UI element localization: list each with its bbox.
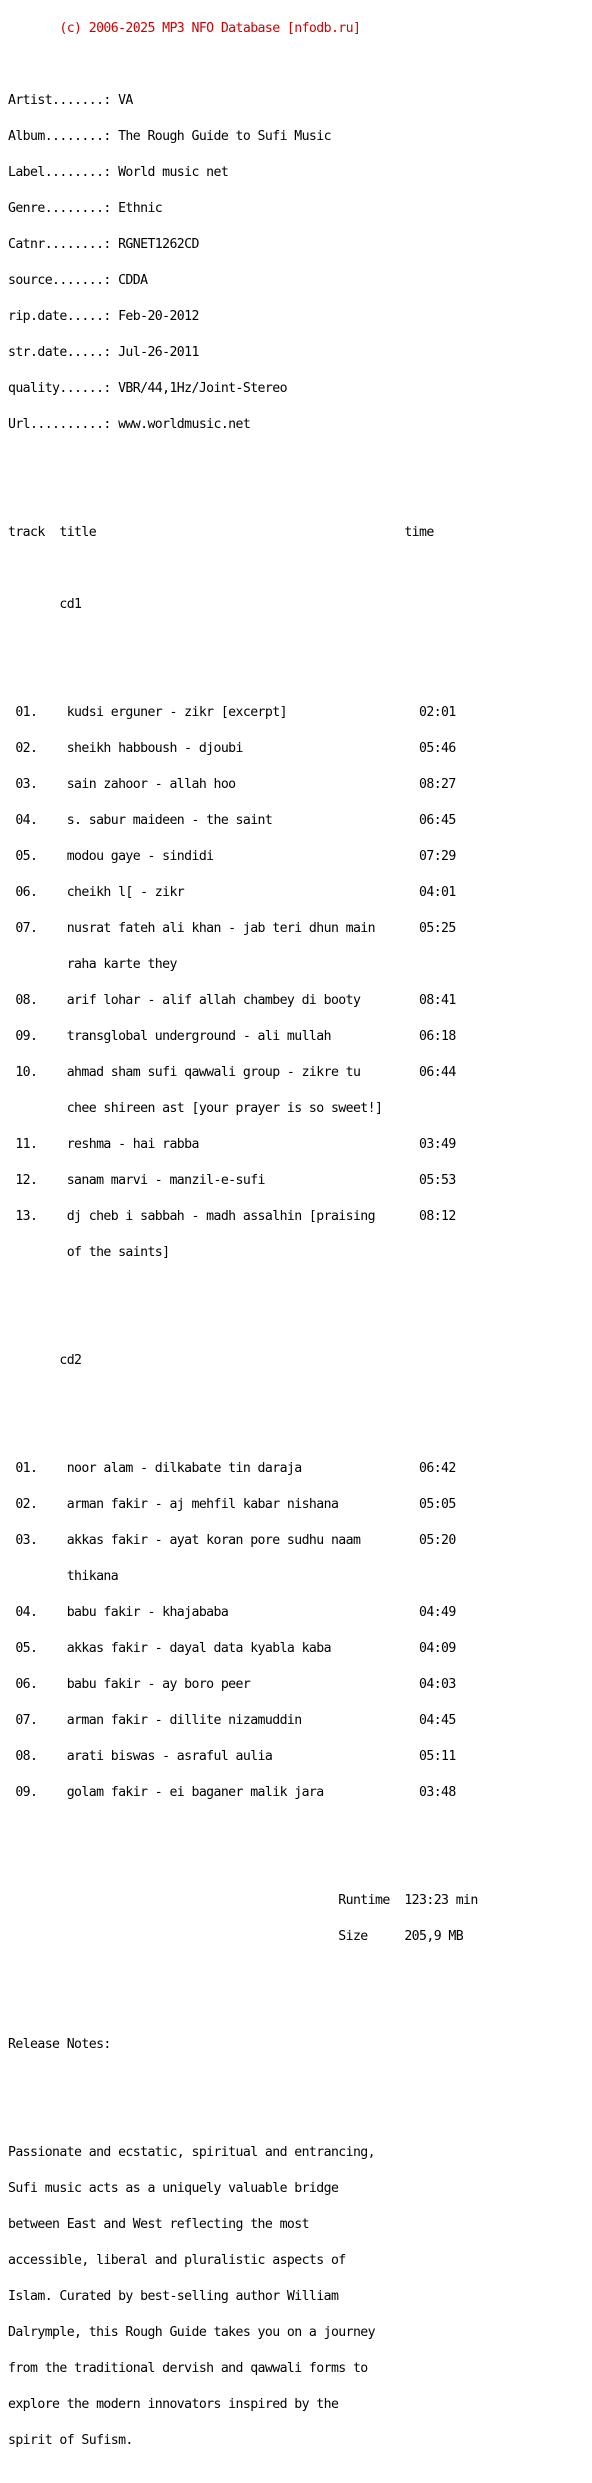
- info-catnr: Catnr........: RGNET1262CD: [8, 237, 199, 252]
- track-line: 02. arman fakir - aj mehfil kabar nishana 05:05: [8, 1497, 456, 1512]
- track-line: 05. akkas fakir - dayal data kyabla kaba 04:09: [8, 1641, 456, 1656]
- notes-line: accessible, liberal and pluralistic aspects of: [8, 2253, 346, 2268]
- track-line: 01. noor alam - dilkabate tin daraja 06:42: [8, 1461, 456, 1476]
- notes-line: from the traditional dervish and qawwali forms to: [8, 2361, 368, 2376]
- track-line: 06. babu fakir - ay boro peer 04:03: [8, 1677, 456, 1692]
- info-rip-date: rip.date.....: Feb-20-2012: [8, 309, 199, 324]
- notes-line: spirit of Sufism.: [8, 2433, 133, 2448]
- release-notes-title: Release Notes:: [8, 2037, 111, 2052]
- cd2-tracklist: [8, 1439, 478, 1823]
- info-label: Label........: World music net: [8, 165, 229, 180]
- info-source: source.......: CDDA: [8, 273, 148, 288]
- track-line: 04. s. sabur maideen - the saint 06:45: [8, 813, 456, 828]
- notes-line: explore the modern innovators inspired by the: [8, 2397, 339, 2412]
- track-line: 07. arman fakir - dillite nizamuddin 04:45: [8, 1713, 456, 1728]
- tracklist-header: track title time: [8, 525, 434, 540]
- info-quality: quality......: VBR/44,1Hz/Joint-Stereo: [8, 381, 287, 396]
- track-line: 09. golam fakir - ei baganer malik jara 03:48: [8, 1785, 456, 1800]
- track-line: 12. sanam marvi - manzil-e-sufi 05:53: [8, 1173, 456, 1188]
- track-line: of the saints]: [8, 1245, 170, 1260]
- spacer: [8, 2075, 478, 2087]
- cd2-label: cd2: [8, 1353, 82, 1368]
- track-line: chee shireen ast [your prayer is so sweet!]: [8, 1101, 383, 1116]
- spacer: [8, 563, 478, 575]
- spacer: [8, 491, 478, 503]
- spacer: [8, 635, 478, 647]
- spacer: [8, 1319, 478, 1331]
- spacer: [8, 2003, 478, 2015]
- spacer: [8, 1859, 478, 1871]
- track-line: 13. dj cheb i sabbah - madh assalhin [praising 08:12: [8, 1209, 456, 1224]
- notes-line: Islam. Curated by best-selling author William: [8, 2289, 339, 2304]
- info-url: Url..........: www.worldmusic.net: [8, 417, 251, 432]
- track-line: 06. cheikh l[ - zikr 04:01: [8, 885, 456, 900]
- runtime-line: Runtime 123:23 min: [8, 1893, 478, 1908]
- info-album: Album........: The Rough Guide to Sufi Music: [8, 129, 331, 144]
- cd1-label: cd1: [8, 597, 82, 612]
- notes-line: Passionate and ecstatic, spiritual and entrancing,: [8, 2145, 375, 2160]
- notes-line: between East and West reflecting the most: [8, 2217, 309, 2232]
- track-line: 10. ahmad sham sufi qawwali group - zikre tu 06:44: [8, 1065, 456, 1080]
- track-line: raha karte they: [8, 957, 177, 972]
- notes-line: Dalrymple, this Rough Guide takes you on a journey: [8, 2325, 375, 2340]
- cd1-tracklist: [8, 683, 478, 1283]
- track-line: 02. sheikh habboush - djoubi 05:46: [8, 741, 456, 756]
- track-line: 04. babu fakir - khajababa 04:49: [8, 1605, 456, 1620]
- release-notes: [8, 2123, 478, 2471]
- spacer: [8, 1967, 478, 1979]
- size-line: Size 205,9 MB: [8, 1929, 464, 1944]
- track-line: thikana: [8, 1569, 119, 1584]
- nfo-document: [8, 0, 478, 2483]
- track-line: 11. reshma - hai rabba 03:49: [8, 1137, 456, 1152]
- track-line: 03. sain zahoor - allah hoo 08:27: [8, 777, 456, 792]
- nfo-banner: (c) 2006-2025 MP3 NFO Database [nfodb.ru]: [8, 21, 361, 36]
- track-line: 05. modou gaye - sindidi 07:29: [8, 849, 456, 864]
- release-info: [8, 71, 478, 455]
- track-line: 09. transglobal underground - ali mullah 06:18: [8, 1029, 456, 1044]
- info-str-date: str.date.....: Jul-26-2011: [8, 345, 199, 360]
- spacer: [8, 1391, 478, 1403]
- track-line: 01. kudsi erguner - zikr [excerpt] 02:01: [8, 705, 456, 720]
- track-line: 03. akkas fakir - ayat koran pore sudhu naam 05:20: [8, 1533, 456, 1548]
- track-line: 07. nusrat fateh ali khan - jab teri dhun main 05:25: [8, 921, 456, 936]
- info-genre: Genre........: Ethnic: [8, 201, 163, 216]
- info-artist: Artist.......: VA: [8, 93, 133, 108]
- notes-line: Sufi music acts as a uniquely valuable bridge: [8, 2181, 339, 2196]
- track-line: 08. arati biswas - asraful aulia 05:11: [8, 1749, 456, 1764]
- track-line: 08. arif lohar - alif allah chambey di booty 08:41: [8, 993, 456, 1008]
